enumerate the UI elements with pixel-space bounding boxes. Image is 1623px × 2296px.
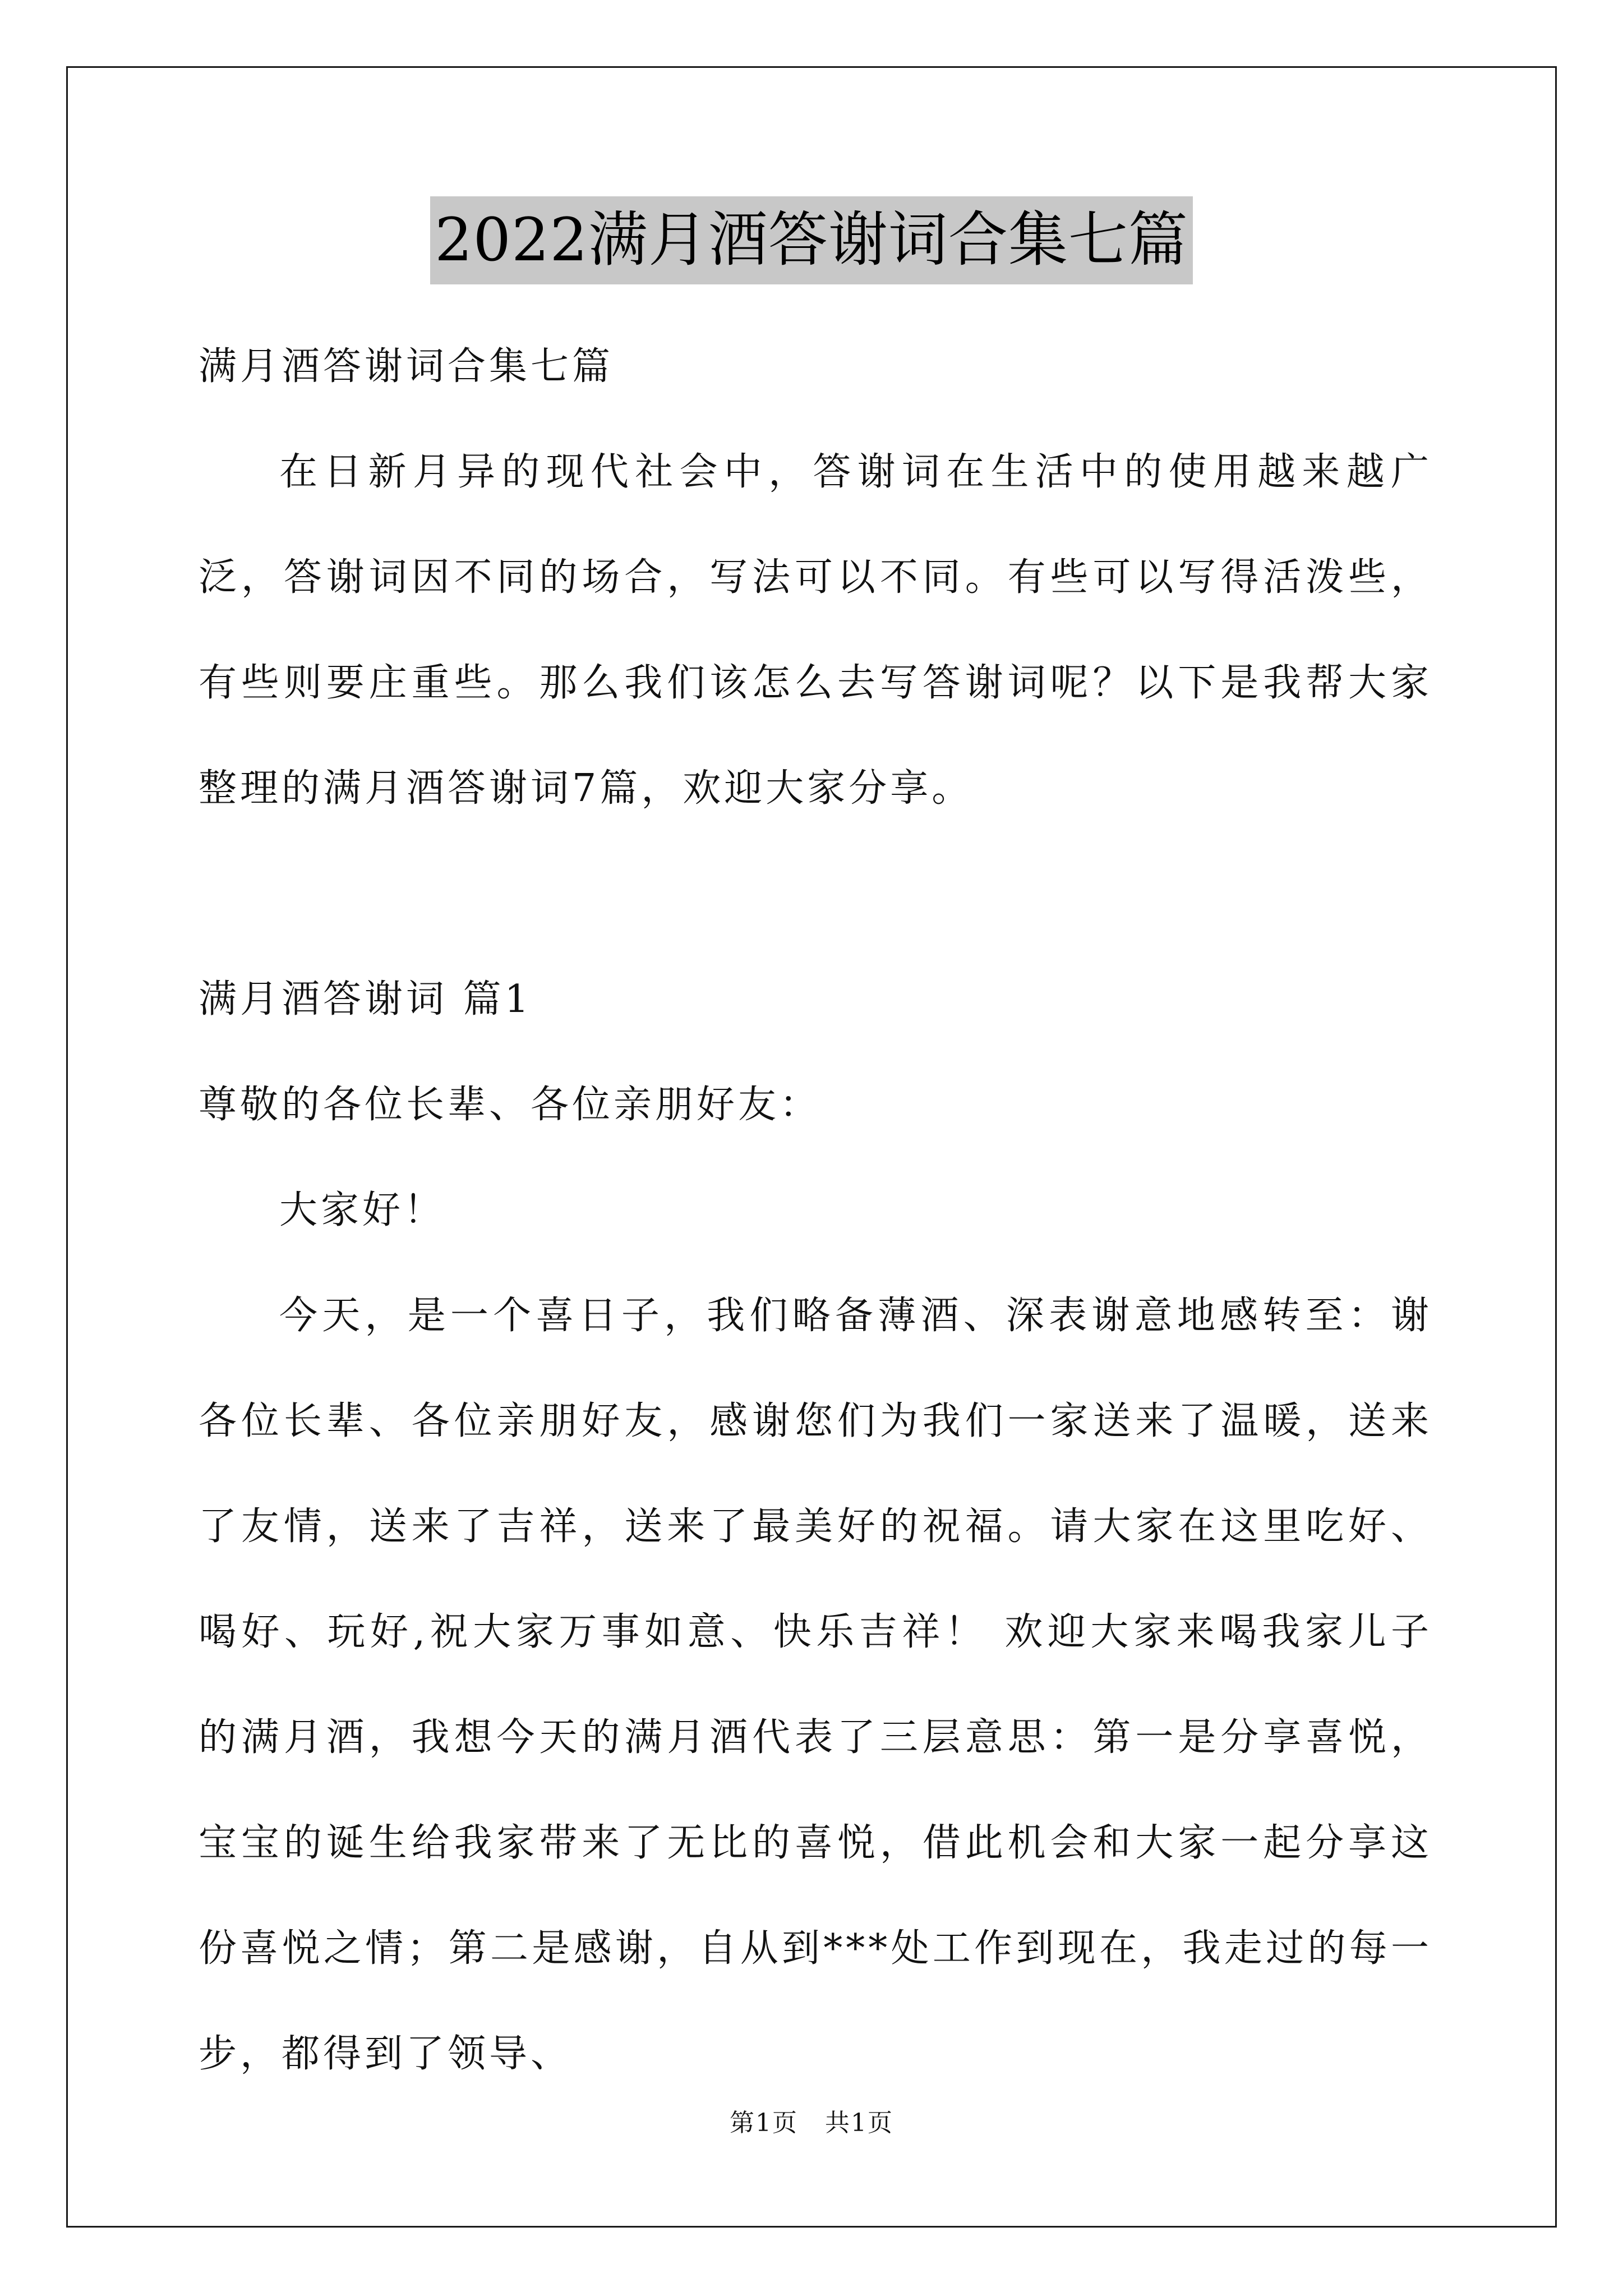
paragraph-gap bbox=[199, 841, 1432, 947]
section-heading: 满月酒答谢词 篇1 bbox=[199, 977, 532, 1022]
title-container bbox=[0, 196, 1623, 284]
body-paragraph: 今天，是一个喜日子，我们略备薄酒、深表谢意地感转至：谢各位长辈、各位亲朋好友，感谢您们为我们一家送来了温暖，送来了友情，送来了吉祥，送来了最美好的祝福。请大家在这里吃好、喝好、玩好,祝大家万事如意、快乐吉祥！ 欢迎大家来喝我家儿子的满月酒，我想今天的满月酒代表了三层意思：第一是分享喜悦，宝宝的诞生给我家带来了无比的喜悦，借此机会和大家一起分享这份喜悦之情；第二是感谢，自从到***处工作到现在，我走过的每一步，都得到了领导、 bbox=[199, 1294, 1432, 2076]
page-number: 第1页 bbox=[730, 2109, 799, 2137]
salutation: 尊敬的各位长辈、各位亲朋好友： bbox=[199, 1083, 822, 1127]
document-title: 2022满月酒答谢词合集七篇 bbox=[430, 196, 1193, 284]
page-footer bbox=[0, 2102, 1623, 2138]
intro-paragraph: 在日新月异的现代社会中，答谢词在生活中的使用越来越广泛，答谢词因不同的场合，写法可以不同。有些可以写得活泼些，有些则要庄重些。那么我们该怎么去写答谢词呢？以下是我帮大家整理的满月酒答谢词7篇，欢迎大家分享。 bbox=[199, 450, 1432, 811]
document-body bbox=[199, 314, 1432, 2107]
page-total: 共1页 bbox=[824, 2109, 893, 2137]
greeting: 大家好！ bbox=[279, 1188, 446, 1232]
document-subtitle: 满月酒答谢词合集七篇 bbox=[199, 344, 614, 389]
